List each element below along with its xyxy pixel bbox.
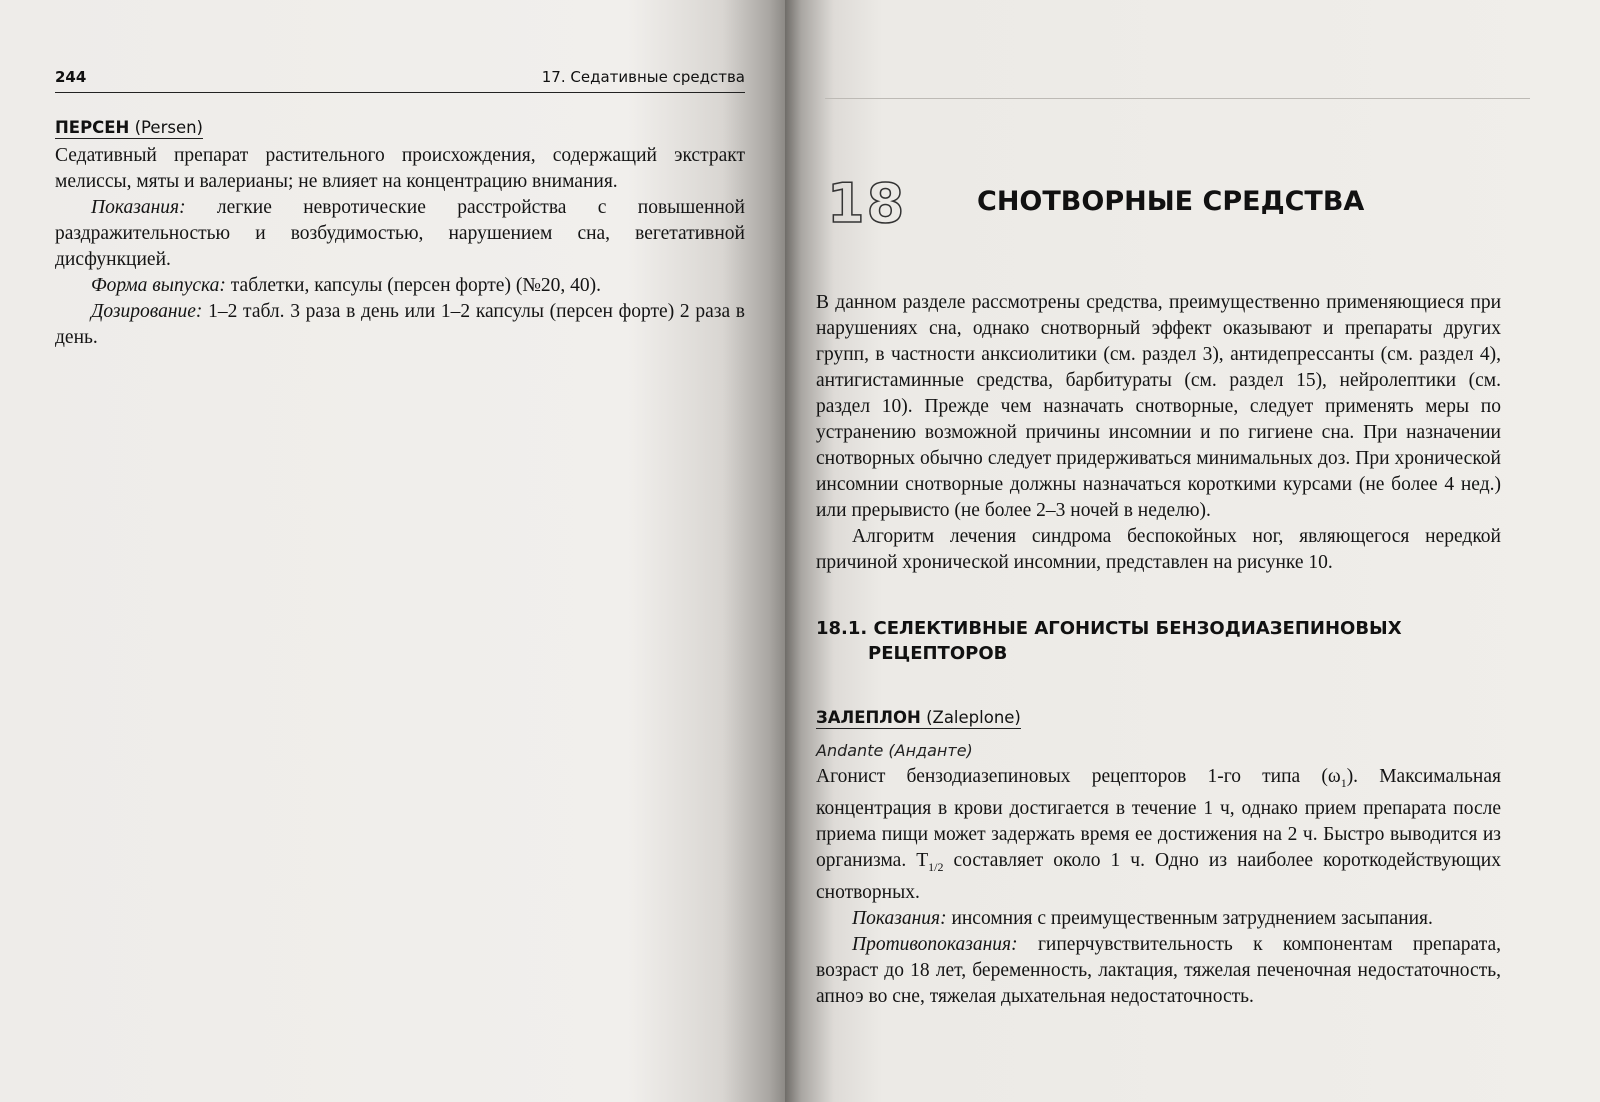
- drug-indications: [55, 195, 745, 273]
- desc-part-1: Агонист бензодиазепиновых рецепторов 1-го типа (ω: [816, 766, 1341, 787]
- drug-indications: [816, 906, 1501, 932]
- right-page-header: [825, 72, 1530, 99]
- contraindications-text: гиперчувствительность к компонентам препарата, возраст до 18 лет, беременность, лактация, тяжелая печеночная недостаточность, апноэ во сне, тяжелая дыхательная недостаточность.: [816, 933, 1501, 1007]
- chapter-number: 18: [827, 172, 907, 235]
- left-page-body: [55, 118, 745, 351]
- form-text: таблетки, капсулы (персен форте) (№20, 40).: [225, 275, 602, 296]
- indications-text: легкие невротические расстройства с повышенной раздражительностью и возбудимостью, нарушением сна, вегетативной дисфункцией.: [55, 197, 745, 270]
- trade-name: Andante (Анданте): [816, 741, 973, 760]
- drug-form: [55, 273, 745, 299]
- right-page-body: [816, 290, 1501, 1010]
- form-label: Форма выпуска:: [91, 275, 226, 296]
- indications-label: Показания:: [91, 197, 186, 218]
- drug-heading-zaleplone: [816, 708, 1021, 729]
- section-title: [816, 616, 1501, 666]
- drug-description: [816, 764, 1501, 906]
- drug-heading-persen: [55, 118, 203, 139]
- drug-latin-name: (Persen): [129, 118, 203, 137]
- left-page-header: [55, 64, 745, 93]
- page-number: 244: [55, 68, 87, 86]
- intro-paragraph-1: В данном разделе рассмотрены средства, преимущественно применяющиеся при нарушениях сна, однако снотворный эффект оказывают и препараты других групп, в частности анксиолитики (см. раздел 3), антидепрессанты (см. раздел 4), антигистаминные средства, барбитураты (см. раздел 15), нейролептики (см. раздел 10). Прежде чем назначать снотворные, следует применять меры по устранению возможной причины инсомнии и по гигиене сна. При назначении снотворных обычно следует придерживаться минимальных доз. При хронической инсомнии снотворные должны назначаться короткими курсами (не более 4 нед.) или прерывисто (не более 2–3 ночей в неделю).: [816, 292, 1501, 521]
- desc-subscript-omega: 1: [1340, 775, 1347, 790]
- left-page: [0, 0, 785, 1102]
- section-title-line-1: 18.1. СЕЛЕКТИВНЫЕ АГОНИСТЫ БЕНЗОДИАЗЕПИНОВЫХ: [816, 618, 1402, 639]
- intro-paragraph-2: Алгоритм лечения синдрома беспокойных ног, являющегося нередкой причиной хронической инсомнии, представлен на рисунке 10.: [816, 526, 1501, 573]
- dosage-text: 1–2 табл. 3 раза в день или 1–2 капсулы (персен форте) 2 раза в день.: [55, 301, 745, 348]
- desc-subscript-half-life: 1/2: [928, 859, 944, 874]
- right-page: [785, 0, 1600, 1102]
- drug-name: ЗАЛЕПЛОН: [816, 708, 921, 727]
- section-title-line-2: РЕЦЕПТОРОВ: [868, 643, 1008, 664]
- running-head: 17. Седативные средства: [541, 68, 745, 86]
- drug-dosage: [55, 299, 745, 351]
- drug-latin-name: (Zaleplone): [920, 708, 1021, 727]
- desc-part-3: составляет около 1 ч. Одно из наиболее короткодействующих снотворных.: [816, 849, 1501, 903]
- drug-contraindications: [816, 932, 1501, 1010]
- drug-entry-zaleplone: [816, 708, 1501, 1010]
- chapter-heading: [827, 172, 1547, 242]
- drug-name: ПЕРСЕН: [55, 118, 130, 137]
- contraindications-label: Противопоказания:: [852, 933, 1018, 955]
- dosage-label: Дозирование:: [91, 301, 203, 322]
- indications-label: Показания:: [852, 907, 947, 929]
- drug-description: Седативный препарат растительного происхождения, содержащий экстракт мелиссы, мяты и валерианы; не влияет на концентрацию внимания.: [55, 145, 745, 192]
- chapter-title: СНОТВОРНЫЕ СРЕДСТВА: [977, 186, 1365, 217]
- indications-text: инсомния с преимущественным затруднением засыпания.: [946, 907, 1433, 929]
- desc-part-2: ). Максимальная концентрация в крови достигается в течение 1 ч, однако прием препарата после приема пищи может задержать время ее достижения на 2 ч. Быстро выводится из организма. T: [816, 766, 1501, 871]
